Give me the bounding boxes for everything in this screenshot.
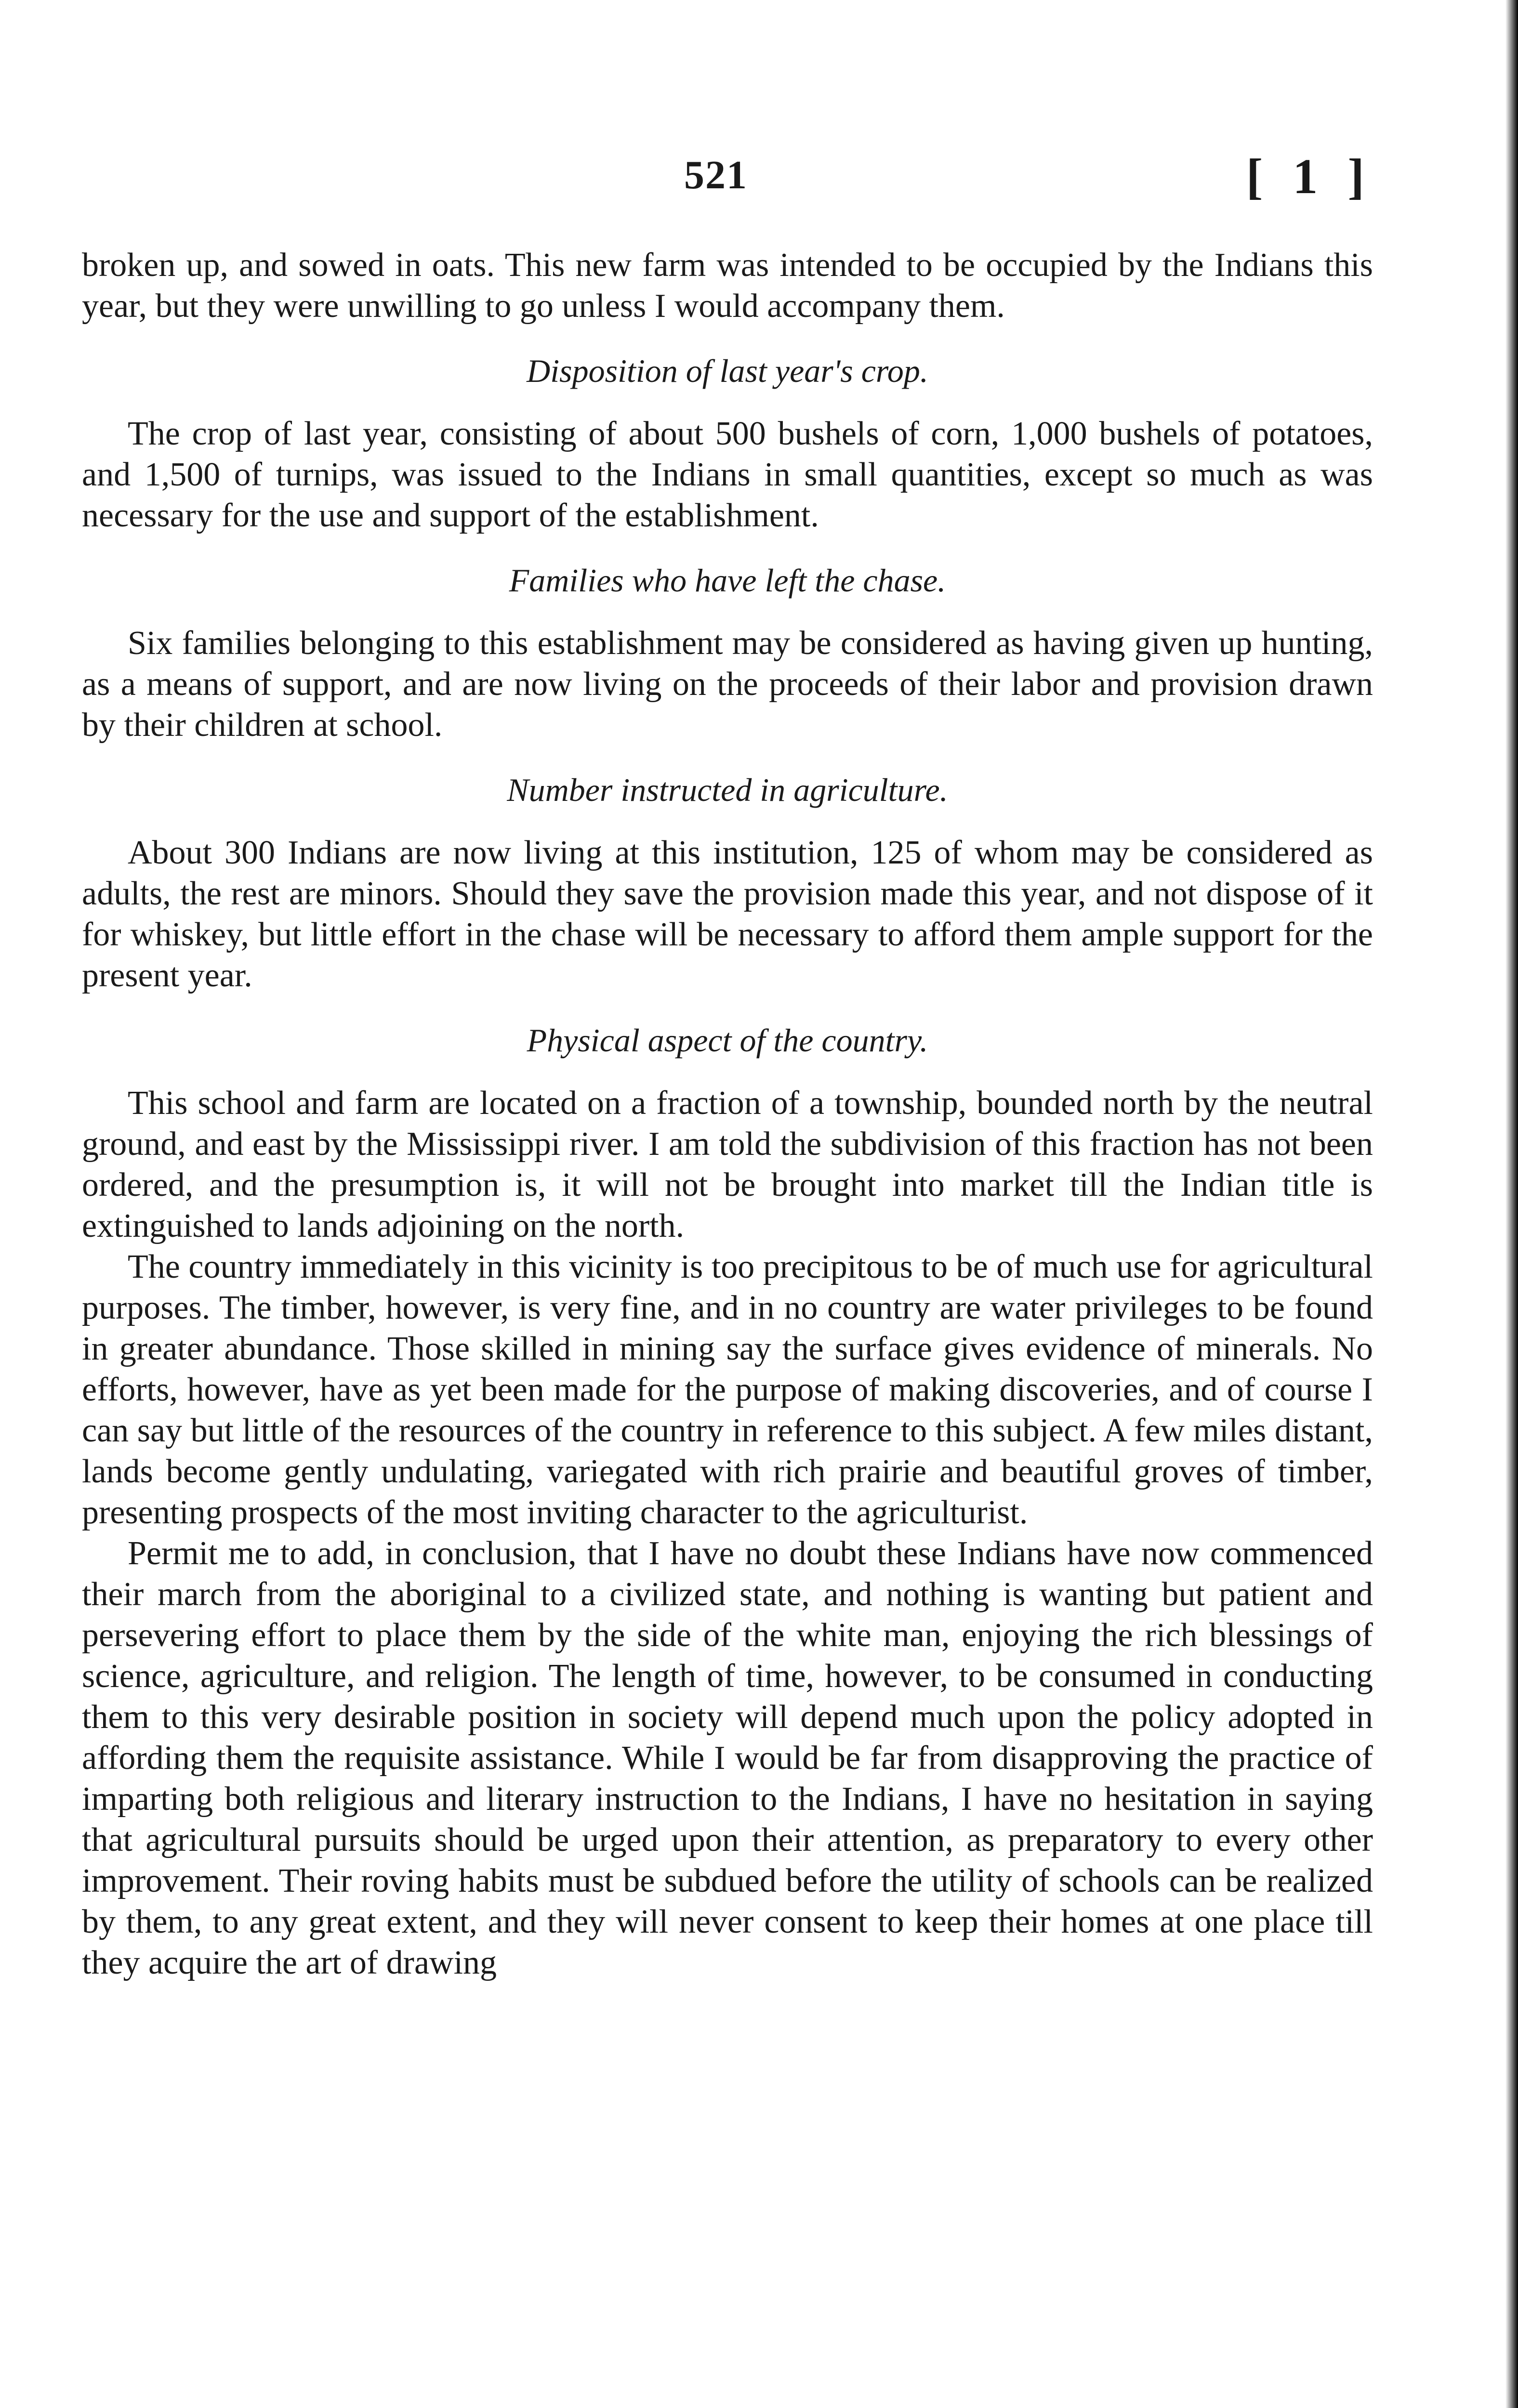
paragraph: broken up, and sowed in oats. This new farm was intended to be occupied by the Indians this year, but they were unwilling to go unless I would accompany them. [82, 247, 1373, 325]
paragraph: The crop of last year, consisting of about 500 bushels of corn, 1,000 bushels of potatoes, and 1,500 of turnips, was issued to the Indians in small quantities, except so much as was necessary for the use and support of the establishment. [82, 415, 1373, 534]
paragraph: Permit me to add, in conclusion, that I have no doubt these Indians have now commenced their march from the aboriginal to a civilized state, and nothing is wanting but patient and persevering effort to place them by the side of the white man, enjoying the rich blessings of science, agriculture, and religion. The length of time, however, to be consumed in conducting them to this very desirable position in society will depend much upon the policy adopted in affording them the requisite assistance. While I would be far from disapproving the practice of imparting both religious and literary instruction to the Indians, I have no hesitation in saying that agricultural pursuits should be urged upon their attention, as preparatory to every other improvement. Their roving habits must be subdued before the utility of schools can be realized by them, to any great extent, and they will never consent to keep their homes at one place till they acquire the art of drawing [82, 1535, 1373, 1981]
paragraph: This school and farm are located on a fraction of a township, bounded north by the neutral ground, and east by the Mississippi river. I am told the subdivision of this fraction has not been ordered, and the presumption is, it will not be brought into market till the Indian title is extinguished to lands adjoining on the north. [82, 1085, 1373, 1244]
document-number: [ 1 ] [1246, 149, 1373, 204]
page-edge-shadow [1505, 0, 1518, 2408]
page-number: 521 [684, 153, 748, 197]
section-heading: Disposition of last year's crop. [527, 353, 928, 389]
section-heading: Physical aspect of the country. [527, 1022, 928, 1059]
paragraph: About 300 Indians are now living at this institution, 125 of whom may be considered as adults, the rest are minors. Should they save the provision made this year, and not dispose of it for whiskey, but little effort in the chase will be necessary to afford them ample support for the present year. [82, 834, 1373, 994]
section-heading: Families who have left the chase. [509, 562, 946, 599]
page-header [82, 149, 1373, 214]
paragraph: The country immediately in this vicinity is too precipitous to be of much use for agricultural purposes. The timber, however, is very fine, and in no country are water privileges to be found in greater abundance. Those skilled in mining say the surface gives evidence of minerals. No efforts, however, have as yet been made for the purpose of making discoveries, and of course I can say but little of the resources of the country in reference to this subject. A few miles distant, lands become gently undulating, variegated with rich prairie and beautiful groves of timber, presenting prospects of the most inviting character to the agriculturist. [82, 1248, 1373, 1531]
section-heading: Number instructed in agriculture. [507, 772, 948, 808]
body-text [82, 245, 1373, 1983]
paragraph: Six families belonging to this establishment may be considered as having given up hunting, as a means of support, and are now living on the proceeds of their labor and provision drawn by their children at school. [82, 625, 1373, 744]
